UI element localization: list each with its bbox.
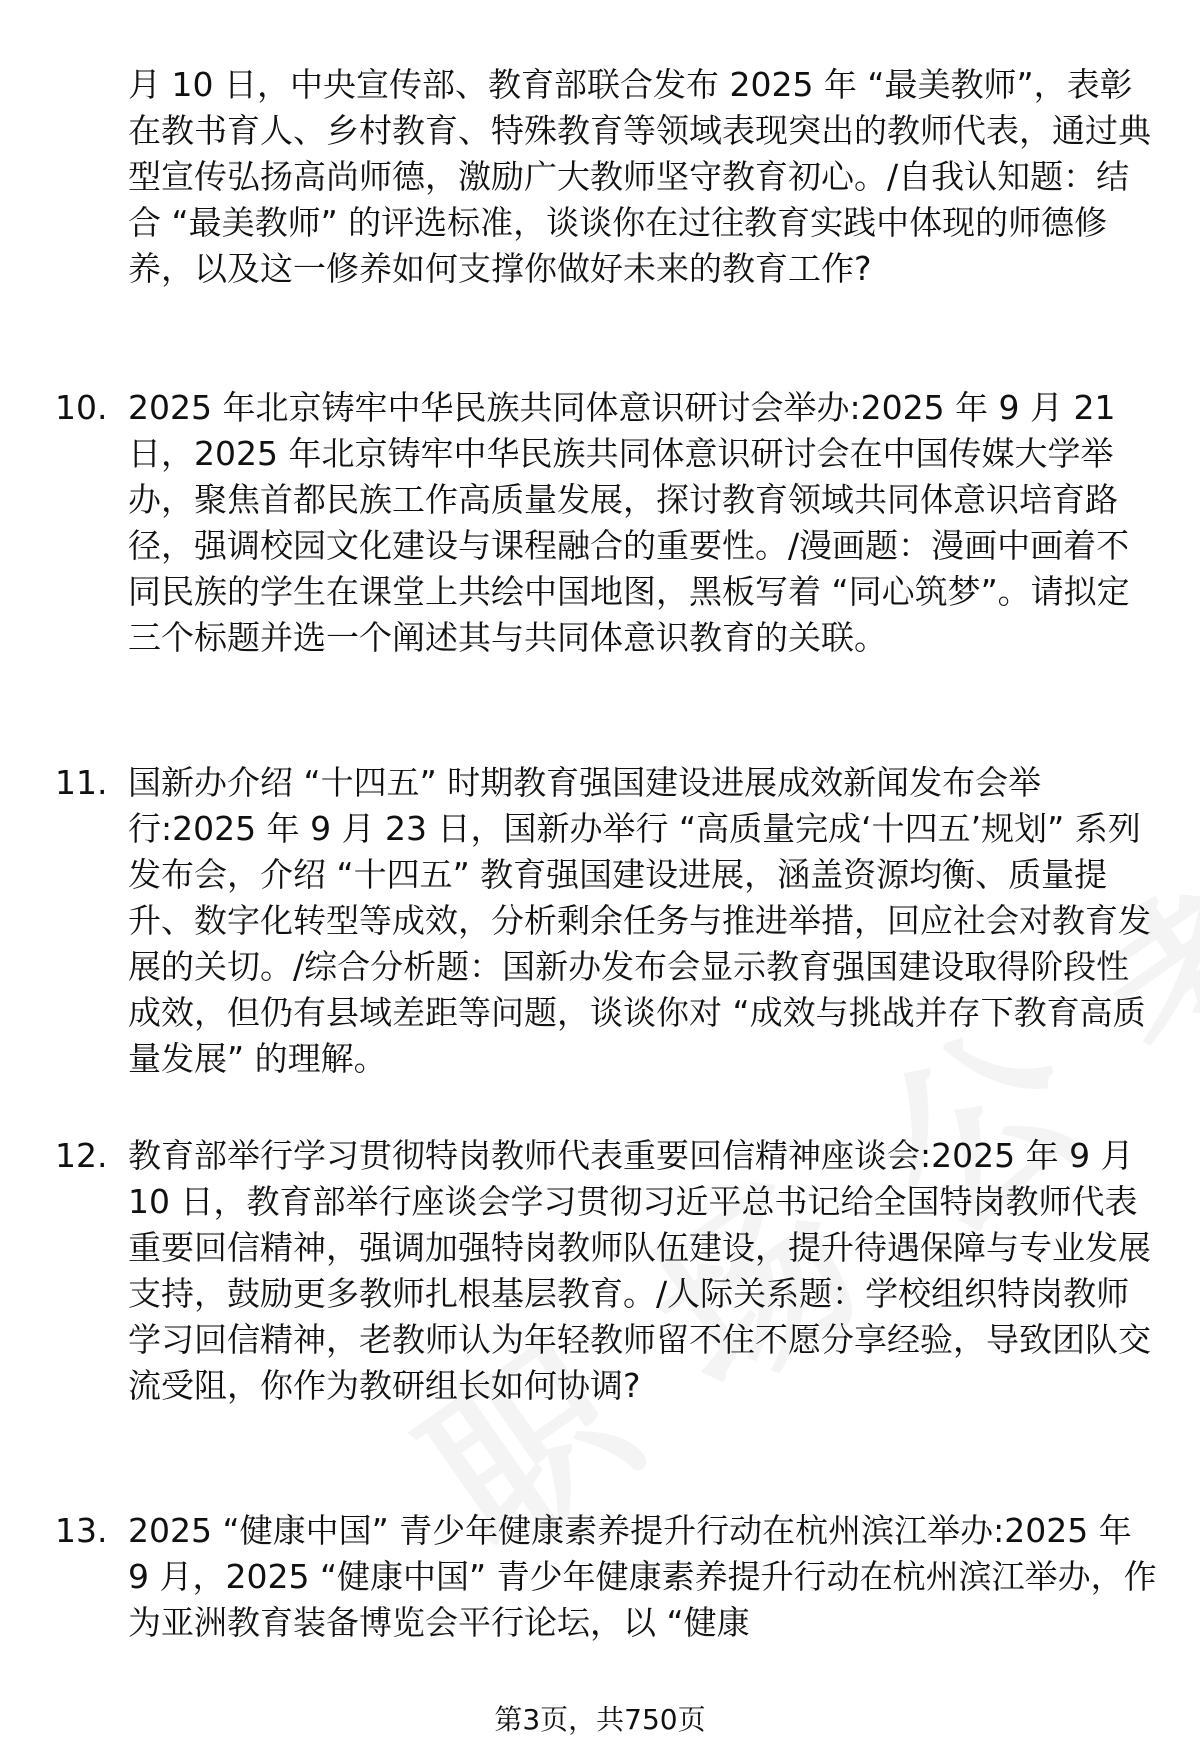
item-number: 10. — [55, 388, 108, 427]
continuation-paragraph: 月 10 日，中央宣传部、教育部联合发布 2025 年 “最美教师”，表彰在教书育人、乡村教育、特殊教育等领域表现突出的教师代表，通过典型宣传弘扬高尚师德，激励广大教师坚守教育初心。/自我认知题：结合 “最美教师” 的评选标准，谈谈你在过往教育实践中体现的师德修养，以及这一修养如何支撑你做好未来的教育工作? — [128, 65, 1151, 288]
page-footer: 第3页，共750页 — [494, 1703, 706, 1736]
item-number: 13. — [55, 1511, 108, 1550]
item-number: 11. — [55, 763, 108, 802]
item-text: 2025 “健康中国” 青少年健康素养提升行动在杭州滨江举办:2025 年 9 月，2025 “健康中国” 青少年健康素养提升行动在杭州滨江举办，作为亚洲教育装备博览会平行论坛，以 “健康 — [128, 1511, 1157, 1642]
item-number: 12. — [55, 1136, 108, 1175]
item-text: 国新办介绍 “十四五” 时期教育强国建设进展成效新闻发布会举行:2025 年 9 月 23 日，国新办举行 “高质量完成‘十四五’规划” 系列发布会，介绍 “十四五” 教育强国建设进展，涵盖资源均衡、质量提升、数字化转型等成效，分析剩余任务与推进举措，回应社会对教育发展的关切。/综合分析题：国新办发布会显示教育强国建设取得阶段性成效，但仍有县域差距等问题，谈谈你对 “成效与挑战并存下教育高质量发展” 的理解。 — [128, 763, 1151, 1078]
item-text: 2025 年北京铸牢中华民族共同体意识研讨会举办:2025 年 9 月 21 日，2025 年北京铸牢中华民族共同体意识研讨会在中国传媒大学举办，聚焦首都民族工作高质量发展，探讨教育领域共同体意识培育路径，强调校园文化建设与课程融合的重要性。/漫画题：漫画中画着不同民族的学生在课堂上共绘中国地图，黑板写着 “同心筑梦”。请拟定三个标题并选一个阐述其与共同体意识教育的关联。 — [128, 388, 1130, 657]
item-text: 教育部举行学习贯彻特岗教师代表重要回信精神座谈会:2025 年 9 月 10 日，教育部举行座谈会学习贯彻习近平总书记给全国特岗教师代表重要回信精神，强调加强特岗教师队伍建设，提升待遇保障与专业发展支持，鼓励更多教师扎根基层教育。/人际关系题：学校组织特岗教师学习回信精神，老教师认为年轻教师留不住不愿分享经验，导致团队交流受阻，你作为教研组长如何协调? — [128, 1136, 1151, 1405]
